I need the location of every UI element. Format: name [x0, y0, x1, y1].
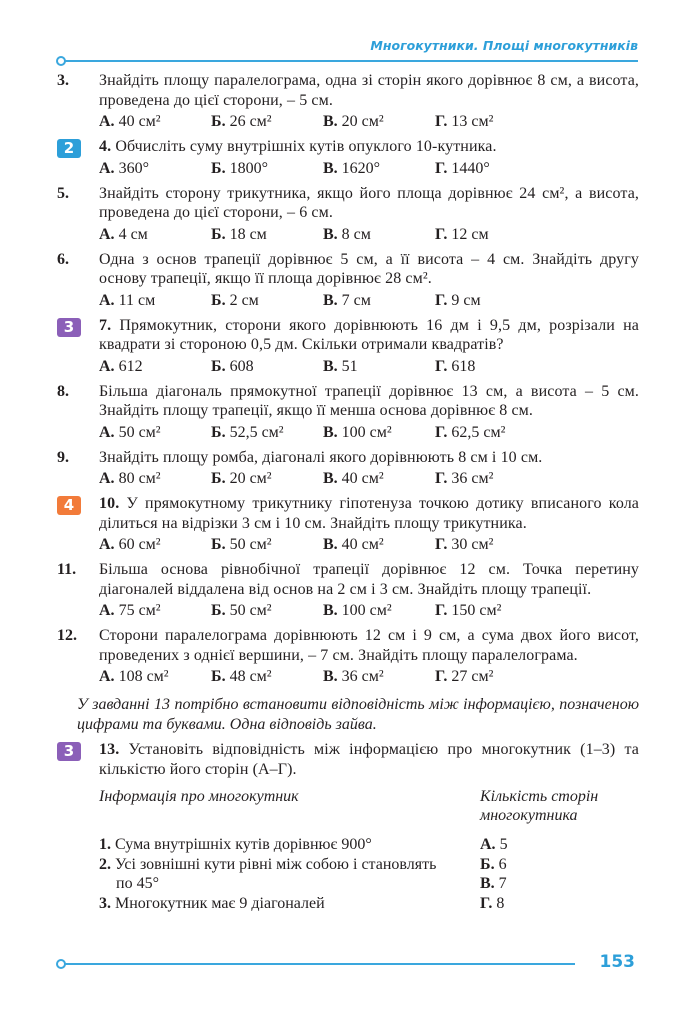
answer-letter: Б.	[211, 602, 226, 619]
answer-letter: В.	[323, 668, 338, 685]
footer-rule-dot	[56, 959, 66, 969]
answer-option	[435, 423, 547, 443]
task-question: Більша діагональ прямокутної трапеції дорівнює 13 см, а висота – 5 см. Знайдіть площу трапеції, якщо її менша основа дорівнює 8 см.	[99, 382, 639, 419]
task-number: 5.	[57, 184, 69, 202]
answer-value: 1800°	[229, 159, 268, 177]
task-number: 13.	[99, 741, 120, 758]
info-item	[99, 835, 439, 855]
page-number: 153	[599, 952, 635, 972]
answer-option	[435, 535, 547, 555]
answer-option	[211, 225, 323, 245]
answer-letter: В.	[323, 225, 338, 243]
answer-letter: В.	[323, 602, 338, 619]
answer-value: 80 см²	[118, 470, 161, 487]
right-column-header: Кількість сторін многокутника	[480, 788, 599, 824]
left-column-header: Інформація про многокутник	[99, 788, 299, 805]
task-question: Знайдіть площу ромба, діагоналі якого дорівнюють 8 см і 10 см.	[99, 448, 543, 466]
option-letter: В.	[480, 875, 495, 892]
answer-letter: А.	[99, 225, 115, 243]
option-value: 6	[498, 855, 507, 873]
answer-letter: Б.	[211, 159, 226, 177]
task-number: 12.	[57, 627, 77, 644]
answer-letter: А.	[99, 113, 115, 130]
answer-value: 108 см²	[118, 668, 169, 685]
answer-value: 2 см	[229, 291, 259, 309]
answer-option	[323, 112, 435, 132]
task-item	[57, 137, 639, 179]
answer-value: 100 см²	[341, 423, 392, 441]
answer-letter: А.	[99, 470, 115, 487]
answer-value: 27 см²	[451, 668, 494, 685]
answer-value: 150 см²	[451, 602, 502, 619]
task-item	[57, 71, 639, 132]
task-number: 9.	[57, 448, 69, 466]
answer-value: 20 см²	[341, 113, 384, 130]
answer-value: 51	[341, 357, 358, 375]
answer-value: 48 см²	[229, 668, 272, 685]
task-question: Сторони паралелограма дорівнюють 12 см і 9 см, а сума двох його висот, проведених з однієї вершини, – 7 см. Знайдіть площу паралелограма.	[99, 627, 639, 664]
answer-value: 50 см²	[229, 602, 272, 619]
header-rule	[64, 60, 638, 62]
task-question: Знайдіть сторону трикутника, якщо його площа дорівнює 24 см², а висота, проведена до цієї сторони, – 6 см.	[99, 184, 639, 221]
answer-letter: В.	[323, 159, 338, 177]
answer-option	[323, 423, 435, 443]
option-value: 7	[498, 875, 507, 892]
header-rule-dot	[56, 56, 66, 66]
page-footer	[0, 952, 695, 985]
answer-letter: Б.	[211, 536, 226, 553]
answer-letter: Г.	[435, 291, 448, 309]
answer-value: 36 см²	[451, 470, 494, 487]
answer-options	[99, 601, 639, 621]
answer-options	[99, 423, 639, 443]
answer-option	[99, 423, 211, 443]
answer-options	[99, 112, 639, 132]
answer-letter: Г.	[435, 225, 448, 243]
answer-option	[435, 357, 547, 377]
answer-value: 50 см²	[229, 536, 272, 553]
answer-value: 9 см	[451, 291, 481, 309]
answer-letter: Г.	[435, 470, 448, 487]
option-item	[480, 874, 508, 894]
section-title: Многокутники. Площі многокутників	[370, 38, 638, 53]
answer-value: 36 см²	[341, 668, 384, 685]
info-text: Многокутник має 9 діагоналей	[115, 894, 325, 912]
answer-letter: А.	[99, 291, 115, 309]
info-text: Сума внутрішніх кутів дорівнює 900°	[115, 836, 372, 853]
answer-option	[211, 601, 323, 621]
answer-letter: А.	[99, 536, 115, 553]
answer-value: 618	[451, 357, 476, 375]
answer-value: 52,5 см²	[229, 423, 284, 441]
task-question: Знайдіть площу паралелограма, одна зі сторін якого дорівнює 8 см, а висота, проведена до цієї сторони, – 5 см.	[99, 72, 639, 109]
option-value: 8	[496, 894, 505, 912]
info-number: 2.	[99, 855, 111, 873]
answer-value: 100 см²	[341, 602, 392, 619]
task-list	[57, 71, 639, 912]
answer-options	[99, 469, 639, 489]
answer-letter: Б.	[211, 423, 226, 441]
task-text	[99, 494, 639, 533]
answer-option	[323, 469, 435, 489]
answer-letter: А.	[99, 423, 115, 441]
task-question: Прямокутник, сторони якого дорівнюють 16 дм і 9,5 дм, розрізали на квадрати зі стороною 0,5 дм. Скільки отримали квадратів?	[99, 316, 639, 353]
answer-option	[99, 667, 211, 687]
answer-value: 608	[229, 357, 254, 375]
task-item	[57, 448, 639, 490]
answer-letter: Г.	[435, 159, 448, 177]
task-question: У прямокутному трикутнику гіпотенуза точкою дотику вписаного кола ділиться на відрізки 3 см і 10 см. Знайдіть площу трикутника.	[99, 495, 639, 532]
answer-value: 4 см	[118, 225, 148, 243]
answer-value: 62,5 см²	[451, 423, 506, 441]
answer-option	[323, 225, 435, 245]
answer-letter: В.	[323, 291, 338, 309]
answer-value: 1440°	[451, 159, 490, 177]
answer-value: 13 см²	[451, 113, 494, 130]
answer-option	[99, 535, 211, 555]
task-number: 10.	[99, 495, 120, 512]
answer-letter: В.	[323, 423, 338, 441]
answer-options	[99, 535, 639, 555]
task-item-matching	[57, 740, 639, 912]
answer-letter: А.	[99, 159, 115, 177]
task-number: 7.	[99, 316, 112, 334]
answer-value: 612	[118, 357, 143, 375]
info-text: Усі зовнішні кути рівні між собою і становлять по 45°	[115, 855, 437, 892]
task-item	[57, 382, 639, 443]
answer-value: 40 см²	[341, 536, 384, 553]
level-badge: 3	[57, 742, 81, 761]
level-badge: 2	[57, 139, 81, 158]
answer-value: 360°	[118, 159, 149, 177]
answer-options	[99, 357, 639, 377]
task-question: Більша основа рівнобічної трапеції дорівнює 12 см. Точка перетину діагоналей віддалена від основ на 2 см і 3 см. Знайдіть площу трапеції.	[99, 561, 639, 598]
answer-letter: А.	[99, 668, 115, 685]
answer-letter: Г.	[435, 668, 448, 685]
answer-value: 20 см²	[229, 470, 272, 487]
answer-value: 40 см²	[341, 470, 384, 487]
level-badge: 4	[57, 496, 81, 515]
option-item	[480, 855, 508, 875]
task-number: 11.	[57, 561, 77, 578]
answer-letter: В.	[323, 470, 338, 487]
answer-option	[211, 291, 323, 311]
answer-value: 7 см	[341, 291, 371, 309]
answer-option	[323, 601, 435, 621]
answer-letter: Б.	[211, 357, 226, 375]
info-item	[99, 894, 439, 914]
answer-letter: А.	[99, 602, 115, 619]
answer-option	[435, 112, 547, 132]
answer-value: 26 см²	[229, 113, 272, 130]
answer-option	[435, 469, 547, 489]
answer-options	[99, 291, 639, 311]
answer-option	[323, 159, 435, 179]
answer-option	[323, 667, 435, 687]
answer-option	[211, 667, 323, 687]
answer-options	[99, 225, 639, 245]
answer-option	[323, 291, 435, 311]
answer-value: 11 см	[118, 291, 156, 309]
answer-option	[211, 357, 323, 377]
task-item	[57, 626, 639, 687]
answer-letter: Б.	[211, 113, 226, 130]
task-question: Одна з основ трапеції дорівнює 5 см, а її висота – 4 см. Знайдіть другу основу трапеції, якщо її площа дорівнює 28 см².	[99, 250, 639, 287]
info-number: 3.	[99, 894, 111, 912]
footer-rule	[64, 963, 575, 965]
task-text	[99, 740, 639, 779]
answer-letter: Г.	[435, 113, 448, 130]
answer-option	[435, 291, 547, 311]
answer-letter: Б.	[211, 668, 226, 685]
answer-value: 40 см²	[118, 113, 161, 130]
answer-value: 1620°	[341, 159, 381, 177]
task-question: Установіть відповідність між інформацією про многокутник (1–3) та кількістю його сторін (А–Г).	[99, 741, 639, 778]
answer-letter: Г.	[435, 536, 448, 553]
answer-option	[211, 159, 323, 179]
answer-option	[99, 357, 211, 377]
task-item	[57, 560, 639, 621]
option-letter: Г.	[480, 894, 493, 912]
answer-letter: В.	[323, 536, 338, 553]
answer-option	[435, 159, 547, 179]
answer-option	[211, 423, 323, 443]
page-header	[0, 36, 695, 66]
task-number: 8.	[57, 382, 69, 400]
answer-option	[435, 225, 547, 245]
task-number: 4.	[99, 138, 112, 155]
task-item	[57, 494, 639, 555]
answer-option	[99, 469, 211, 489]
task-item	[57, 250, 639, 311]
info-item	[99, 855, 439, 894]
option-item	[480, 894, 508, 914]
option-value: 5	[499, 836, 508, 853]
answer-option	[99, 159, 211, 179]
answer-option	[211, 535, 323, 555]
answer-letter: Б.	[211, 291, 226, 309]
task-text	[99, 137, 639, 157]
answer-value: 50 см²	[118, 423, 161, 441]
answer-option	[99, 291, 211, 311]
option-item	[480, 835, 508, 855]
task-number: 6.	[57, 250, 69, 268]
answer-option	[435, 601, 547, 621]
answer-value: 8 см	[341, 225, 371, 243]
task-question: Обчисліть суму внутрішніх кутів опуклого 10-кутника.	[115, 138, 497, 155]
answer-option	[323, 357, 435, 377]
answer-value: 18 см	[229, 225, 267, 243]
answer-option	[99, 225, 211, 245]
answer-value: 30 см²	[451, 536, 494, 553]
answer-letter: В.	[323, 113, 338, 130]
answer-value: 75 см²	[118, 602, 161, 619]
answer-letter: В.	[323, 357, 338, 375]
answer-options	[99, 159, 639, 179]
answer-option	[435, 667, 547, 687]
answer-value: 60 см²	[118, 536, 161, 553]
answer-letter: Б.	[211, 225, 226, 243]
option-letter: Б.	[480, 855, 495, 873]
answer-letter: Г.	[435, 423, 448, 441]
answer-option	[211, 469, 323, 489]
task-item	[57, 316, 639, 377]
answer-letter: Г.	[435, 602, 448, 619]
task-number: 3.	[57, 72, 69, 89]
level-badge: 3	[57, 318, 81, 337]
task-note: У завданні 13 потрібно встановити відповідність між інформацією, позначеною цифрами та буквами. Одна відповідь зайва.	[77, 696, 639, 733]
answer-option	[99, 112, 211, 132]
matching-table	[99, 787, 639, 912]
answer-value: 12 см	[451, 225, 489, 243]
answer-option	[323, 535, 435, 555]
answer-option	[211, 112, 323, 132]
info-list	[99, 835, 439, 913]
answer-letter: А.	[99, 357, 115, 375]
info-number: 1.	[99, 836, 111, 853]
task-item	[57, 184, 639, 245]
answer-options	[99, 667, 639, 687]
answer-option	[99, 601, 211, 621]
answer-letter: Б.	[211, 470, 226, 487]
answer-letter: Г.	[435, 357, 448, 375]
task-text	[99, 316, 639, 355]
option-list	[480, 835, 508, 913]
option-letter: А.	[480, 836, 496, 853]
